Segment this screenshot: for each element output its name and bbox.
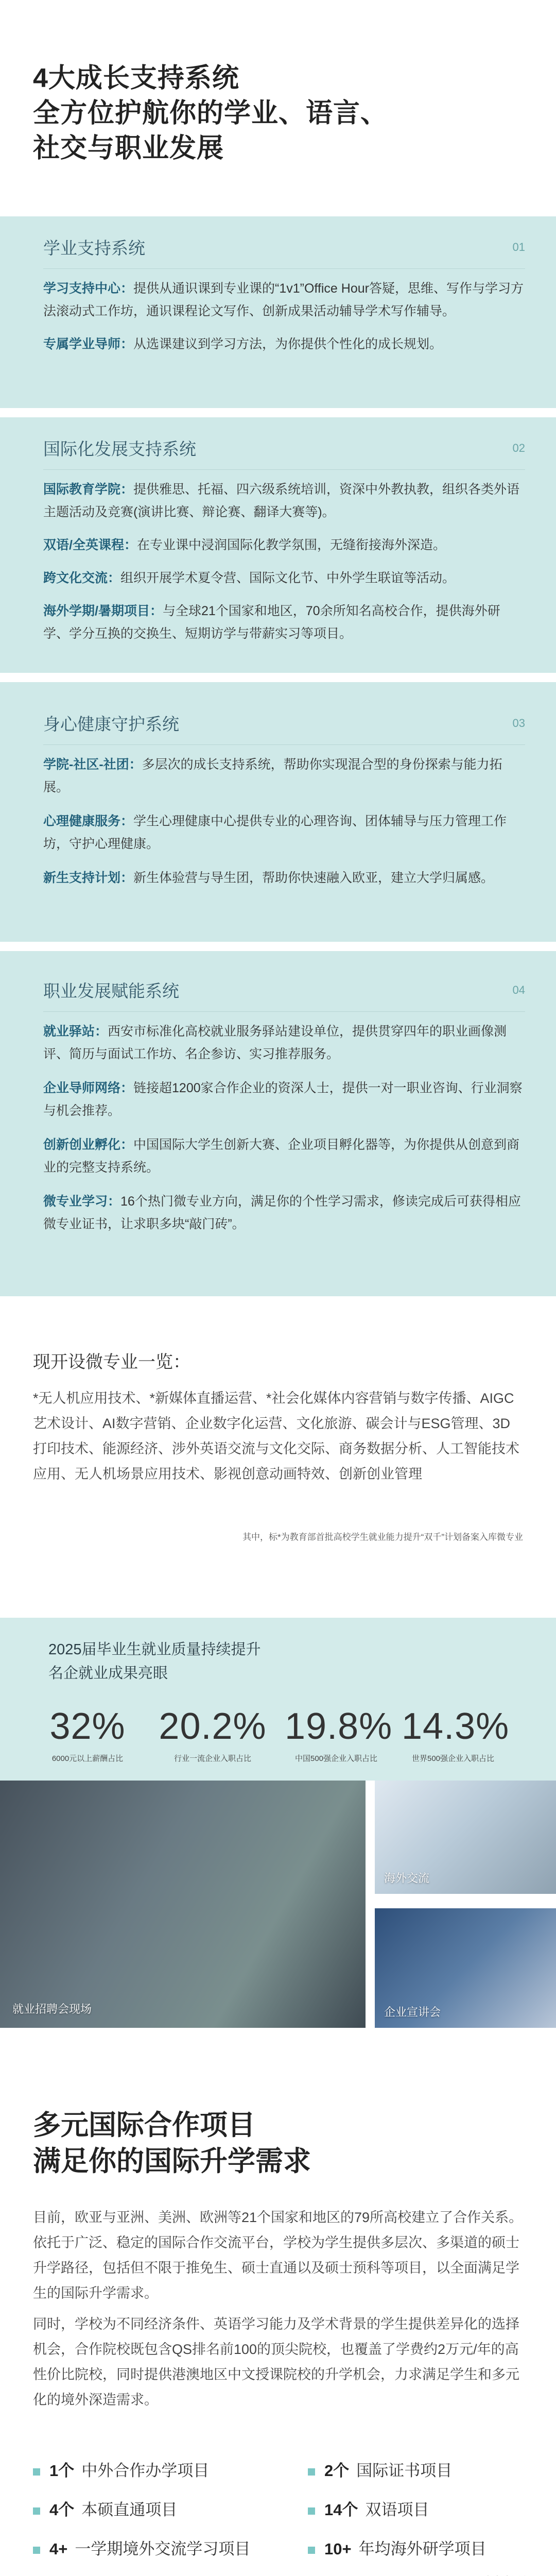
bullet-icon (308, 2507, 315, 2515)
card-title: 学业支持系统 (43, 239, 145, 258)
headline-line-3: 社交与职业发展 (33, 133, 224, 163)
bullet-icon (308, 2468, 315, 2476)
stats-heading: 2025届毕业生就业质量持续提升 名企就业成果亮眼 (48, 1641, 261, 1682)
watermark (484, 2573, 549, 2576)
card-number: 03 (512, 716, 525, 730)
intl-paragraph-2: 同时，学校为不同经济条件、英语学习能力及学术背景的学生提供差异化的选择机会，合作院校既包含QS排名前100的顶尖院校，也覆盖了学费约2万元/年的高性价比院校，同时提供港澳地区中文授课院校的升学机会，力求满足学生和多元化的境外深造需求。 (33, 2316, 519, 2408)
bullet-icon (33, 2547, 40, 2554)
page-headline (33, 61, 388, 166)
stat-value: 14.3% (402, 1706, 510, 1747)
headline-line-1: 4大成长支持系统 (33, 63, 239, 93)
stat-label: 6000元以上薪酬占比 (51, 1754, 124, 1763)
stat-value: 19.8% (285, 1706, 393, 1747)
card-title: 身心健康守护系统 (43, 715, 179, 734)
divider (43, 744, 525, 745)
micro-majors-title: 现开设微专业一览： (33, 1352, 190, 1372)
card-item: 跨文化交流：组织开展学术夏令营、国际文化节、中外学生联谊等活动。 (43, 571, 456, 585)
stat-item (49, 1705, 126, 1764)
stat-value: 20.2% (159, 1706, 267, 1747)
metric-item: 4个 本硕直通项目 (33, 2497, 177, 2520)
card-number: 01 (512, 240, 525, 253)
academic-support-card (0, 216, 556, 408)
international-support-card (0, 417, 556, 673)
card-item: 专属学业导师：从选课建议到学习方法，为你提供个性化的成长规划。 (43, 337, 443, 351)
wellbeing-support-card (0, 682, 556, 942)
card-item: 就业驿站：西安市标准化高校就业服务驿站建设单位，提供贯穿四年的职业画像测评、简历与面试工作坊、名企参访、实习推荐服务。 (43, 1024, 507, 1061)
card-item: 心理健康服务：学生心理健康中心提供专业的心理咨询、团体辅导与压力管理工作坊，守护心理健康。 (43, 814, 507, 851)
metric-item: 2个 国际证书项目 (308, 2458, 452, 2481)
stat-item (159, 1705, 267, 1764)
micro-majors-list: *无人机应用技术、*新媒体直播运营、*社会化媒体内容营销与数字传播、AIGC艺术设计、AI数字营销、企业数字化运营、文化旅游、碳会计与ESG管理、3D打印技术、能源经济、涉外英语交流与文化交际、商务数据分析、人工智能技术应用、无人机场景应用技术、影视创意动画特效、创新创业管理 (33, 1391, 519, 1482)
divider (43, 268, 525, 269)
photo-collage (0, 1781, 556, 2028)
stat-item (285, 1705, 393, 1764)
metric-item: 10+ 年均海外研学项目 (308, 2536, 486, 2559)
international-headline: 多元国际合作项目 满足你的国际升学需求 (33, 2110, 311, 2177)
bullet-icon (33, 2507, 40, 2515)
career-support-card (0, 951, 556, 1296)
divider (43, 1011, 525, 1012)
intl-paragraph-1: 目前，欧亚与亚洲、美洲、欧洲等21个国家和地区的79所高校建立了合作关系。依托于广泛、稳定的国际合作交流平台，学校为学生提供多层次、多渠道的硕士升学路径，包括但不限于推免生、硕士直通以及硕士预科等项目，以全面满足学生的国际升学需求。 (33, 2210, 523, 2301)
metric-item: 4+ 一学期境外交流学习项目 (33, 2536, 250, 2559)
stat-item (402, 1705, 510, 1764)
stat-label: 行业一流企业入职占比 (173, 1754, 251, 1763)
employment-stats-panel (0, 1618, 556, 1781)
card-item: 双语/全英课程：在专业课中浸润国际化教学氛围，无缝衔接海外深造。 (43, 538, 446, 552)
card-item: 新生支持计划：新生体验营与导生团，帮助你快速融入欧亚，建立大学归属感。 (43, 871, 494, 885)
metric-item: 1个 中外合作办学项目 (33, 2458, 209, 2481)
stat-label: 世界500强企业入职占比 (411, 1754, 495, 1763)
bullet-icon (33, 2468, 40, 2476)
exchange-photo: 海外交流 (375, 1781, 556, 1894)
headline-line-2: 全方位护航你的学业、语言、 (33, 98, 388, 128)
card-title: 国际化发展支持系统 (43, 439, 196, 459)
card-item: 学习支持中心：提供从通识课到专业课的“1v1”Office Hour答疑，思维、写作与学习方法滚动式工作坊，通识课程论文写作、创新成果活动辅导学术写作辅导。 (43, 281, 524, 318)
card-number: 02 (512, 441, 525, 454)
card-item: 微专业学习：16个热门微专业方向，满足你的个性学习需求，修读完成后可获得相应微专业证书，让求职多块“敲门砖”。 (43, 1194, 521, 1231)
job-fair-photo: 就业招聘会现场 (0, 1781, 366, 2028)
divider (43, 469, 525, 470)
card-item: 学院-社区-社团：多层次的成长支持系统，帮助你实现混合型的身份探索与能力拓展。 (43, 757, 502, 794)
card-title: 职业发展赋能系统 (43, 981, 179, 1001)
stat-label: 中国500强企业入职占比 (294, 1754, 378, 1763)
card-item: 企业导师网络：链接超1200家合作企业的资深人士，提供一对一职业咨询、行业洞察与机会推荐。 (43, 1081, 523, 1118)
card-number: 04 (512, 983, 525, 996)
metric-item: 14个 双语项目 (308, 2497, 429, 2520)
card-item: 国际教育学院：提供雅思、托福、四六级系统培训，资深中外教执教，组织各类外语主题活动及竞赛(演讲比赛、辩论赛、翻译大赛等)。 (43, 482, 520, 519)
micro-majors-note: 其中，标*为教育部首批高校学生就业能力提升“双千”计划备案入库微专业 (242, 1532, 523, 1542)
card-item: 创新创业孵化：中国国际大学生创新大赛、企业项目孵化器等，为你提供从创意到商业的完整支持系统。 (43, 1138, 520, 1175)
bullet-icon (308, 2547, 315, 2554)
card-item: 海外学期/暑期项目：与全球21个国家和地区，70余所知名高校合作，提供海外研学、学分互换的交换生、短期访学与带薪实习等项目。 (43, 604, 500, 641)
stat-value: 32% (49, 1706, 126, 1747)
seminar-photo: 企业宣讲会 (375, 1908, 556, 2028)
